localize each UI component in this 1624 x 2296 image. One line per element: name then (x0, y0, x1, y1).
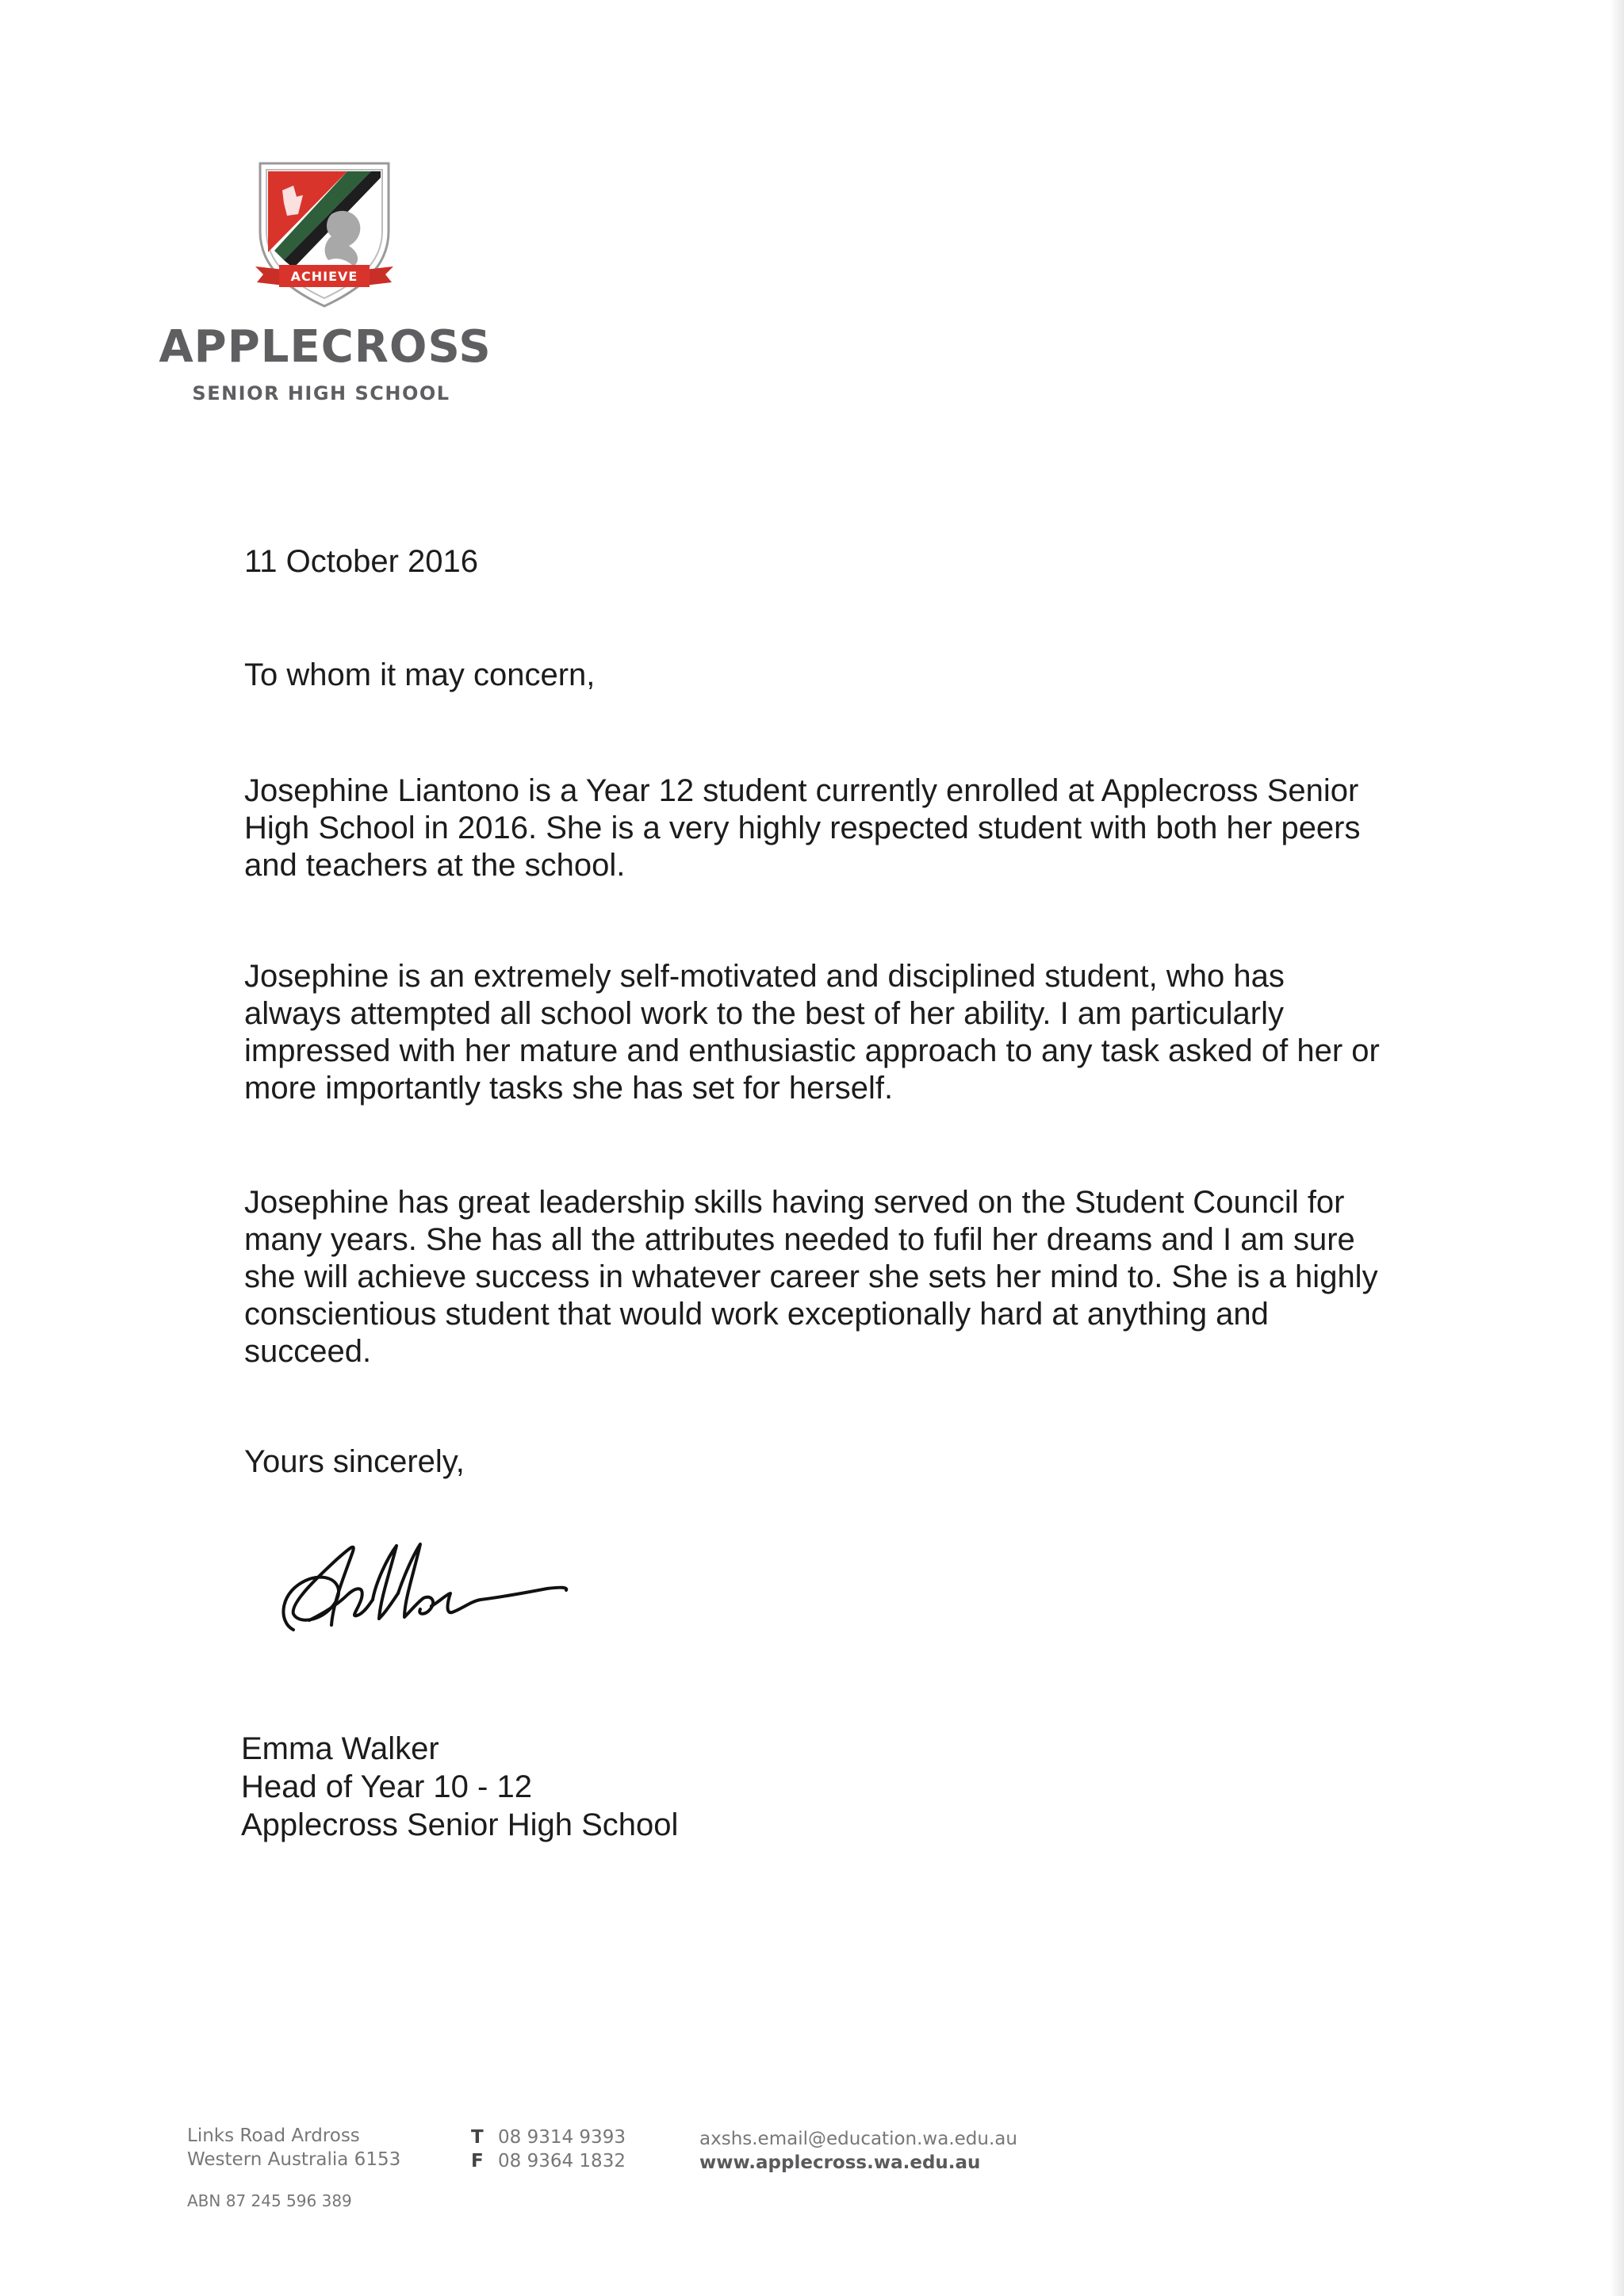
signer-name: Emma Walker (241, 1731, 439, 1766)
handwritten-signature (262, 1527, 595, 1646)
phone-number: 08 9314 9393 (498, 2127, 626, 2148)
paragraph-text: Josephine is an extremely self-motivated and disciplined student, who has always attempted all school work to the best of her ability. I am particularly impressed with her mature and enthusiastic approach to any task asked of her or more importantly tasks she has set for herself. (244, 959, 1380, 1106)
phone-label: T (471, 2127, 484, 2148)
letter-date: 11 October 2016 (244, 544, 479, 579)
fax-number: 08 9364 1832 (498, 2151, 626, 2171)
crest-motto: ACHIEVE (290, 269, 358, 284)
footer-online (699, 2127, 1017, 2175)
footer-abn: ABN 87 245 596 389 (187, 2191, 352, 2210)
letter-paragraph-1 (244, 772, 1386, 884)
school-subtitle: SENIOR HIGH SCHOOL (192, 382, 450, 404)
school-name: APPLECROSS (159, 321, 492, 373)
fax-label: F (471, 2151, 484, 2171)
footer-fax-row (471, 2149, 626, 2173)
address-line-2: Western Australia 6153 (187, 2149, 401, 2170)
page-edge-shadow (1610, 0, 1624, 2296)
letter-salutation: To whom it may concern, (244, 657, 596, 692)
footer-email[interactable]: axshs.email@education.wa.edu.au (699, 2129, 1017, 2149)
signoff-block (241, 1730, 678, 1844)
address-line-1: Links Road Ardross (187, 2125, 360, 2146)
footer-contact-numbers (471, 2125, 626, 2173)
signer-organisation: Applecross Senior High School (241, 1807, 679, 1842)
crest-bird-icon (325, 211, 361, 266)
school-crest-logo (252, 159, 396, 309)
footer-website[interactable]: www.applecross.wa.edu.au (699, 2152, 981, 2173)
paragraph-text: Josephine has great leadership skills having served on the Student Council for many years. She has all the attributes needed to fufil her dreams and I am sure she will achieve success in whatever career she sets her mind to. She is a highly conscientious student that would work exceptionally hard at anything and succeed. (244, 1185, 1378, 1369)
letter-closing: Yours sincerely, (244, 1444, 465, 1479)
footer-phone-row (471, 2125, 626, 2149)
signer-title: Head of Year 10 - 12 (241, 1769, 532, 1804)
footer-address (187, 2124, 400, 2171)
letter-paragraph-3 (244, 1184, 1386, 1370)
paragraph-text: Josephine Liantono is a Year 12 student currently enrolled at Applecross Senior High School in 2016. She is a very highly respected student with both her peers and teachers at the school. (244, 773, 1361, 883)
letter-paragraph-2 (244, 958, 1386, 1107)
